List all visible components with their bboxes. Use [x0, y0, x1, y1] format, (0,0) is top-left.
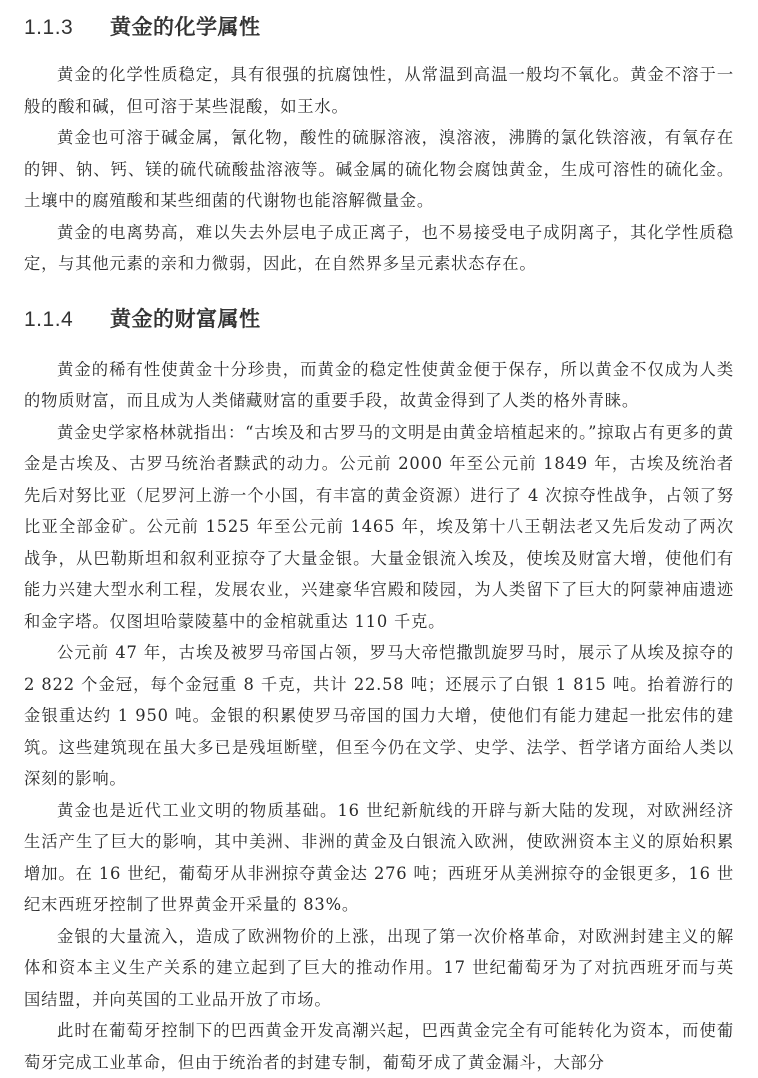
section-heading: [24, 302, 734, 336]
paragraph: 黄金的电离势高，难以失去外层电子成正离子，也不易接受电子成阴离子，其化学性质稳定，与其他元素的亲和力微弱，因此，在自然界多呈元素状态存在。: [24, 217, 734, 280]
paragraph: 黄金史学家格林就指出：“古埃及和古罗马的文明是由黄金培植起来的。”掠取占有更多的黄金是古埃及、古罗马统治者黩武的动力。公元前 2000 年至公元前 1849 年，古埃及统治者先后对努比亚（尼罗河上游一个小国，有丰富的黄金资源）进行了 4 次掠夺性战争，占领了努比亚全部金矿。公元前 1525 年至公元前 1465 年，埃及第十八王朝法老又先后发动了两次战争，从巴勒斯坦和叙利亚掠夺了大量金银。大量金银流入埃及，使埃及财富大增，使他们有能力兴建大型水利工程，发展农业，兴建豪华宫殿和陵园，为人类留下了巨大的阿蒙神庙遗迹和金字塔。仅图坦哈蒙陵墓中的金棺就重达 110 千克。: [24, 417, 734, 638]
paragraph: 此时在葡萄牙控制下的巴西黄金开发高潮兴起，巴西黄金完全有可能转化为资本，而使葡萄牙完成工业革命，但由于统治者的封建专制，葡萄牙成了黄金漏斗，大部分: [24, 1015, 734, 1078]
paragraph: 黄金也可溶于碱金属，氰化物，酸性的硫脲溶液，溴溶液，沸腾的氯化铁溶液，有氧存在的钾、钠、钙、镁的硫代硫酸盐溶液等。碱金属的硫化物会腐蚀黄金，生成可溶性的硫化金。土壤中的腐殖酸和某些细菌的代谢物也能溶解微量金。: [24, 122, 734, 217]
section-heading: [24, 10, 734, 44]
document-page: [0, 10, 758, 1055]
paragraph: 黄金的化学性质稳定，具有很强的抗腐蚀性，从常温到高温一般均不氧化。黄金不溶于一般的酸和碱，但可溶于某些混酸，如王水。: [24, 59, 734, 122]
section-number: 1.1.3: [24, 11, 110, 45]
section-title: 黄金的化学属性: [110, 15, 261, 39]
paragraph: 金银的大量流入，造成了欧洲物价的上涨，出现了第一次价格革命，对欧洲封建主义的解体和资本主义生产关系的建立起到了巨大的推动作用。17 世纪葡萄牙为了对抗西班牙而与英国结盟，并向英国的工业品开放了市场。: [24, 921, 734, 1016]
paragraph: 公元前 47 年，古埃及被罗马帝国占领，罗马大帝恺撒凯旋罗马时，展示了从埃及掠夺的 2 822 个金冠，每个金冠重 8 千克，共计 22.58 吨；还展示了白银 1 815 吨。抬着游行的金银重达约 1 950 吨。金银的积累使罗马帝国的国力大增，使他们有能力建起一批宏伟的建筑。这些建筑现在虽大多已是残垣断壁，但至今仍在文学、史学、法学、哲学诸方面给人类以深刻的影响。: [24, 637, 734, 795]
paragraph: 黄金的稀有性使黄金十分珍贵，而黄金的稳定性使黄金便于保存，所以黄金不仅成为人类的物质财富，而且成为人类储藏财富的重要手段，故黄金得到了人类的格外青睐。: [24, 354, 734, 417]
section-title: 黄金的财富属性: [110, 307, 261, 331]
section-number: 1.1.4: [24, 303, 110, 337]
section-body: [24, 59, 734, 280]
paragraph: 黄金也是近代工业文明的物质基础。16 世纪新航线的开辟与新大陆的发现，对欧洲经济生活产生了巨大的影响，其中美洲、非洲的黄金及白银流入欧洲，使欧洲资本主义的原始积累增加。在 16 世纪，葡萄牙从非洲掠夺黄金达 276 吨；西班牙从美洲掠夺的金银更多，16 世纪末西班牙控制了世界黄金开采量的 83%。: [24, 795, 734, 921]
section-body: [24, 354, 734, 1078]
